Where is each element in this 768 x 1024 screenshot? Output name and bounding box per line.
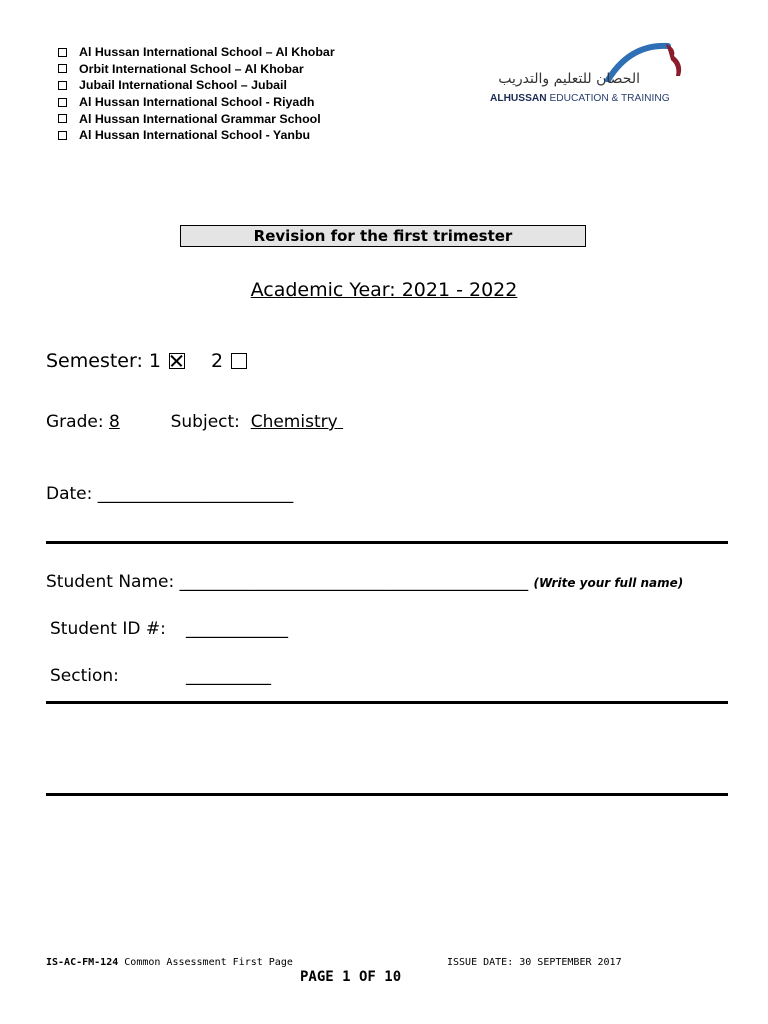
form-code: IS-AC-FM-124 — [46, 957, 119, 968]
school-checkbox[interactable] — [58, 98, 67, 107]
footer-issue-date: ISSUE DATE: 30 SEPTEMBER 2017 — [447, 957, 622, 968]
semester-2-checkbox[interactable] — [231, 353, 247, 369]
student-name-row — [46, 572, 683, 592]
grade-label: Grade: — [46, 412, 104, 432]
student-name-label: Student Name: — [46, 572, 175, 592]
school-name: Al Hussan International Grammar School — [79, 111, 321, 126]
logo-tagline: EDUCATION & TRAINING — [549, 93, 670, 104]
school-name: Al Hussan International School - Yanbu — [79, 128, 311, 143]
section-row — [50, 666, 271, 686]
semester-label: Semester: — [46, 350, 143, 372]
student-id-label: Student ID #: — [50, 619, 166, 639]
school-name: Jubail International School – Jubail — [79, 78, 287, 93]
school-name: Al Hussan International School – Al Khobar — [79, 45, 335, 60]
school-option — [58, 94, 335, 111]
student-id-row — [50, 619, 288, 639]
divider — [46, 793, 728, 796]
semester-option-2-label: 2 — [211, 350, 224, 372]
date-row — [46, 484, 293, 504]
logo-arabic-text: الحصان للتعليم والتدريب — [498, 71, 640, 87]
divider — [46, 701, 728, 704]
semester-1-checkbox-checked[interactable] — [169, 353, 185, 369]
date-label: Date: — [46, 484, 93, 504]
divider — [46, 541, 728, 544]
school-checkbox[interactable] — [58, 81, 67, 90]
date-field[interactable]: _______________________ — [97, 484, 294, 504]
semester-row — [46, 350, 247, 372]
student-id-field[interactable]: ____________ — [186, 619, 288, 639]
student-name-field[interactable]: _________________________________________ — [179, 572, 529, 592]
school-option — [58, 127, 335, 144]
page-number: PAGE 1 OF 10 — [300, 969, 402, 985]
school-option — [58, 44, 335, 61]
subject-label: Subject: — [170, 412, 240, 432]
school-name: Orbit International School – Al Khobar — [79, 61, 304, 76]
school-checkbox[interactable] — [58, 64, 67, 73]
logo-english-text — [490, 93, 670, 104]
alhussan-logo — [490, 42, 686, 104]
school-option — [58, 110, 335, 127]
form-name: Common Assessment First Page — [124, 957, 293, 968]
academic-year-text: Academic Year: 2021 - 2022 — [250, 279, 518, 301]
school-name: Al Hussan International School - Riyadh — [79, 95, 315, 110]
school-checkbox[interactable] — [58, 131, 67, 140]
footer-form-code — [46, 957, 293, 968]
semester-option-1-label: 1 — [148, 350, 162, 372]
document-title: Revision for the first trimester — [180, 225, 586, 247]
school-checkbox[interactable] — [58, 114, 67, 123]
grade-subject-row — [46, 412, 343, 432]
section-label: Section: — [50, 666, 119, 686]
school-option — [58, 77, 335, 94]
school-checklist — [58, 44, 335, 144]
subject-value[interactable]: Chemistry — [250, 412, 338, 432]
section-field[interactable]: __________ — [186, 666, 271, 686]
student-name-hint: (Write your full name) — [533, 576, 684, 590]
academic-year — [0, 279, 768, 301]
logo-brand: ALHUSSAN — [490, 93, 547, 104]
school-checkbox[interactable] — [58, 48, 67, 57]
grade-value[interactable]: 8 — [108, 412, 120, 432]
school-option — [58, 61, 335, 78]
